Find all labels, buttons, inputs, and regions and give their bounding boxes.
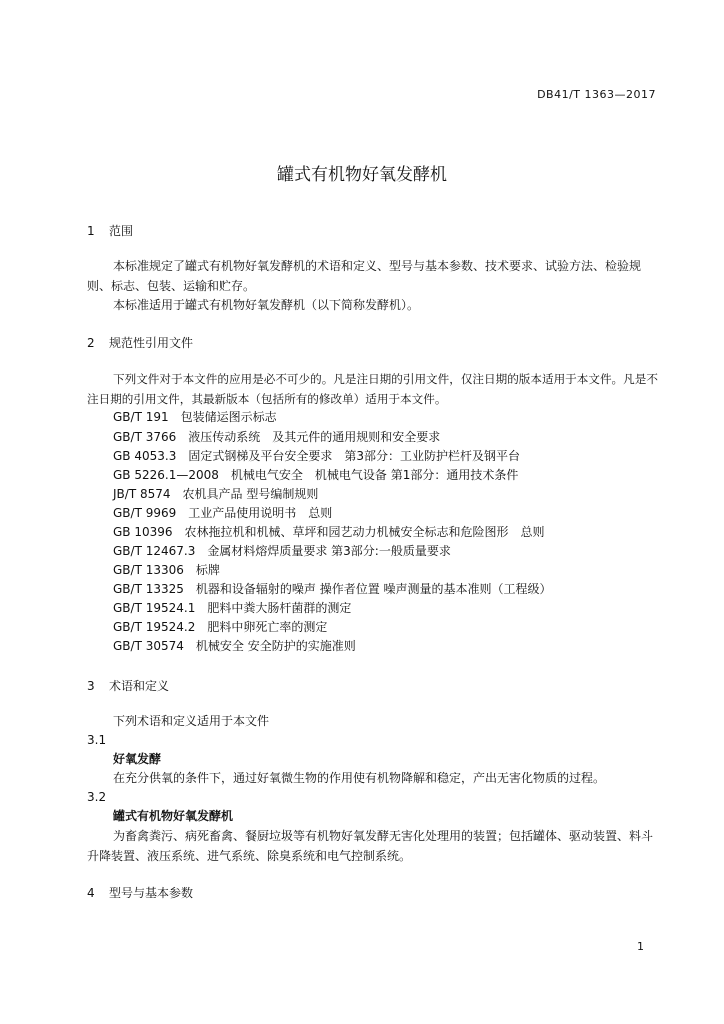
- section-heading: [87, 334, 193, 351]
- reference-item: GB/T 12467.3 金属材料熔焊质量要求 第3部分:一般质量要求: [113, 544, 451, 558]
- section-number: 2: [87, 336, 95, 350]
- section-heading: [87, 884, 193, 901]
- reference-item: GB/T 3766 液压传动系统 及其元件的通用规则和安全要求: [113, 430, 441, 444]
- section-heading: [87, 222, 133, 239]
- reference-item: GB 4053.3 固定式钢梯及平台安全要求 第3部分：工业防护栏杆及钢平台: [113, 449, 520, 463]
- section-number: 3: [87, 679, 95, 693]
- reference-item: GB 10396 农林拖拉机和机械、草坪和园艺动力机械安全标志和危险图形 总则: [113, 525, 545, 539]
- reference-item: GB/T 13325 机器和设备辐射的噪声 操作者位置 噪声测量的基本准则（工程级）: [113, 582, 552, 596]
- section-title: 范围: [109, 224, 134, 238]
- document-code: DB41/T 1363—2017: [537, 88, 656, 101]
- paragraph: 本标准适用于罐式有机物好氧发酵机（以下简称发酵机）。: [113, 298, 420, 312]
- section-number: 4: [87, 886, 95, 900]
- section-title: 规范性引用文件: [109, 336, 194, 350]
- paragraph: 下列文件对于本文件的应用是必不可少的。凡是注日期的引用文件，仅注日期的版本适用于本文件。凡是不注日期的引用文件，其最新版本（包括所有的修改单）适用于本文件。: [87, 372, 658, 406]
- reference-item: JB/T 8574 农机具产品 型号编制规则: [113, 487, 319, 501]
- reference-item: GB/T 13306 标牌: [113, 563, 220, 577]
- section-title: 术语和定义: [109, 679, 170, 693]
- reference-item: GB/T 30574 机械安全 安全防护的实施准则: [113, 639, 356, 653]
- paragraph: 本标准规定了罐式有机物好氧发酵机的术语和定义、型号与基本参数、技术要求、试验方法、检验规则、标志、包装、运输和贮存。: [87, 259, 642, 293]
- reference-item: GB/T 19524.1 肥料中粪大肠杆菌群的测定: [113, 601, 352, 615]
- term-number: 3.1: [87, 733, 107, 747]
- reference-item: GB/T 191 包装储运图示标志: [113, 410, 277, 424]
- section-heading: [87, 677, 169, 694]
- reference-item: GB 5226.1—2008 机械电气安全 机械电气设备 第1部分：通用技术条件: [113, 468, 519, 482]
- section-number: 1: [87, 224, 95, 238]
- term-definition: 为畜禽粪污、病死畜禽、餐厨垃圾等有机物好氧发酵无害化处理用的装置；包括罐体、驱动装置、料斗升降装置、液压系统、进气系统、除臭系统和电气控制系统。: [87, 829, 654, 863]
- term-name: 好氧发酵: [113, 752, 162, 766]
- term-definition: 在充分供氧的条件下，通过好氧微生物的作用使有机物降解和稳定，产出无害化物质的过程。: [113, 771, 606, 785]
- page-number: 1: [637, 940, 644, 953]
- reference-item: GB/T 19524.2 肥料中卵死亡率的测定: [113, 620, 328, 634]
- section-title: 型号与基本参数: [109, 886, 194, 900]
- page-title: 罐式有机物好氧发酵机: [277, 165, 447, 185]
- term-name: 罐式有机物好氧发酵机: [113, 809, 234, 823]
- reference-item: GB/T 9969 工业产品使用说明书 总则: [113, 506, 333, 520]
- paragraph: 下列术语和定义适用于本文件: [113, 714, 270, 728]
- term-number: 3.2: [87, 790, 107, 804]
